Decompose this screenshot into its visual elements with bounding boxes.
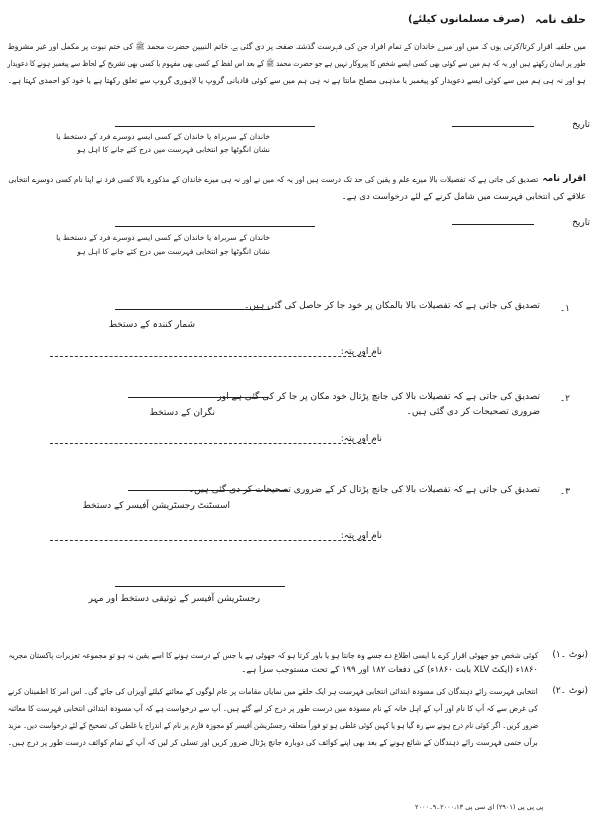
registration-officer-caption: رجسٹریشن آفیسر کے توثیقی دستخط اور مہر xyxy=(88,594,260,604)
verification-2-name-field[interactable] xyxy=(50,443,376,444)
oath-signature-line[interactable] xyxy=(115,126,315,127)
declaration-signature-caption-2: نشان انگوٹھا جو انتخابی فہرست میں درج کئے جانے کا اہل ہو xyxy=(77,247,270,256)
note-1-line-1: کوئی شخص جو جھوٹی اقرار کرے یا ایسی اطلاع دے جسے وہ جانتا ہو یا باور کرتا ہو کہ جھوٹی ہے یا جس کے درست ہونے کا اسے یقین نہ ہو تو مجموعہ تعزیرات پاکستان مجریہ xyxy=(8,651,538,660)
declaration-line-1: تصدیق کی جاتی ہے کہ تفصیلات بالا میرے علم و یقین کی حد تک درست ہیں اور یہ کہ میں نے اور نہ ہی میرے خاندان کے مذکورہ بالا کسی فرد نے اپنا نام کسی دوسرے انتخابی xyxy=(8,175,538,184)
verification-1-number: ۱۔ xyxy=(559,304,570,314)
enumerator-signature-caption: شمار کنندہ کے دستخط xyxy=(108,320,195,330)
form-title: حلف نامہ xyxy=(535,13,586,26)
verification-2-name-label: نام اور پتہ: xyxy=(340,434,382,444)
verification-3-name-field[interactable] xyxy=(50,540,376,541)
note-2-line-1: انتخابی فہرست رائے دہندگان کی مسودہ ابتدائی انتخابی فہرست ہر ایک حلقے میں نمایاں مقامات پر عام لوگوں کے معائنے کیلئے آویزاں کی جائے گی۔ اس امر کا اطمینان کرنے xyxy=(8,687,538,696)
note-1-line-2: ۱۸۶۰ء (ایکٹ XLV بابت ۱۸۶۰ء) کی دفعات ۱۸۲ اور ۱۹۹ کے تحت مستوجب سزا ہے۔ xyxy=(241,665,538,675)
oath-signature-caption-1: خاندان کے سربراہ یا خاندان کے کسی ایسے دوسرے فرد کے دستخط یا xyxy=(56,132,270,141)
declaration-signature-line[interactable] xyxy=(115,226,315,227)
supervisor-signature-line[interactable] xyxy=(128,397,268,398)
verification-1-name-field[interactable] xyxy=(50,356,376,357)
declaration-title: اقرار نامہ xyxy=(542,174,586,184)
oath-date-line[interactable] xyxy=(452,126,534,127)
oath-line-2: طور پر ایمان رکھتے ہیں اور یہ کہ ہم میں سے کوئی بھی کسی ایسے شخص کا پیروکار نہیں ہے جو حضرت محمد ﷺ کے بعد اس لفظ کے کسی بھی مفہوم یا کسی بھی تشریح کے لحاظ سے پیغمبر ہونے کا دعویدار xyxy=(7,59,586,68)
verification-3-number: ۳۔ xyxy=(559,487,570,497)
declaration-line-2: علاقے کی انتخابی فہرست میں شامل کرنے کے لئے درخواست دی ہے۔ xyxy=(341,192,586,202)
aro-signature-line[interactable] xyxy=(128,490,288,491)
verification-2-line-2: ضروری تصحیحات کر دی گئی ہیں۔ xyxy=(406,407,540,417)
enumerator-signature-line[interactable] xyxy=(115,309,270,310)
verification-1-name-label: نام اور پتہ: xyxy=(340,347,382,357)
declaration-date-label: تاریخ xyxy=(572,218,590,228)
verification-3-name-label: نام اور پتہ: xyxy=(340,531,382,541)
note-1-label: (نوٹ ۔۱) xyxy=(552,650,588,660)
oath-date-label: تاریخ xyxy=(572,120,590,130)
oath-signature-caption-2: نشان انگوٹھا جو انتخابی فہرست میں درج کئے جانے کا اہل ہو xyxy=(77,145,270,154)
note-2-line-2: کی غرض سے کہ آپ کا نام اور آپ کے اہل خانہ کے نام مسودہ میں درست طور پر درج کر لیے گئے ہیں۔ آپ سے درخواست ہے کہ آپ مسودہ ابتدائی انتخابی فہرست کا معائنہ xyxy=(7,704,538,713)
verification-2-number: ۲۔ xyxy=(559,394,570,404)
print-code: پی پی پی (۲۹۰۱) ای سی پی ۲۰۰۰،۱۳۔۹۔۲۰۰۰ xyxy=(415,803,544,811)
note-2-line-3: ضرور کریں۔ اگر کوئی نام درج ہونے سے رہ گیا ہو یا کہیں کوئی غلطی ہو تو فوراً متعلقہ رجسٹریشن آفیسر کو مجوزہ فارم پر نام کے اندراج یا غلطی کی تصحیح کے لئے درخواست دیں۔ مزید xyxy=(8,721,538,730)
declaration-date-line[interactable] xyxy=(452,224,534,225)
declaration-signature-caption-1: خاندان کے سربراہ یا خاندان کے کسی ایسے دوسرے فرد کے دستخط یا xyxy=(56,233,270,242)
note-2-label: (نوٹ ۔۲) xyxy=(552,686,588,696)
verification-3-line-1: تصدیق کی جاتی ہے کہ تفصیلات بالا کی جانچ پڑتال کر کے ضروری تصحیحات کر دی گئی ہیں۔ xyxy=(188,485,540,495)
supervisor-signature-caption: نگران کے دستخط xyxy=(149,408,215,418)
form-subtitle: (صرف مسلمانوں کیلئے) xyxy=(408,14,525,25)
oath-line-3: ہو اور نہ ہی ہم میں سے کوئی ایسے دعویدار کو پیغمبر یا مذہبی مصلح مانتا ہے نہ ہی ہم میں سے کوئی قادیانی گروپ یا لاہوری گروپ سے تعلق رکھتا ہے یا خود کو احمدی کہتا ہے۔ xyxy=(8,76,586,85)
aro-signature-caption: اسسٹنٹ رجسٹریشن آفیسر کے دستخط xyxy=(82,501,230,511)
oath-line-1: میں حلفیہ اقرار کرتا/کرتی ہوں کہ میں اور میرے خاندان کے تمام افراد جن کی فہرست گذشتہ صفحہ پر دی گئی ہے۔ خاتم النبیین حضرت محمد ﷺ کی ختم نبوت پر مکمل اور غیر مشروط xyxy=(7,42,586,51)
verification-2-line-1: تصدیق کی جاتی ہے کہ تفصیلات بالا کی جانچ پڑتال خود مکان پر جا کر کی گئی ہے اور xyxy=(217,392,540,402)
registration-officer-signature-line[interactable] xyxy=(115,586,285,587)
verification-1-line-1: تصدیق کی جاتی ہے کہ تفصیلات بالا بالمکان پر خود جا کر حاصل کی گئی ہیں۔ xyxy=(244,301,540,311)
note-2-line-4: برآں حتمی فہرست رائے دہندگان کے شائع ہونے کے بعد بھی اپنے کوائف کی دوبارہ جانچ پڑتال ضرور کریں اور تسلی کر لیں کہ آپ کے تمام کوائف درست طور پر درج ہیں۔ xyxy=(7,738,538,747)
